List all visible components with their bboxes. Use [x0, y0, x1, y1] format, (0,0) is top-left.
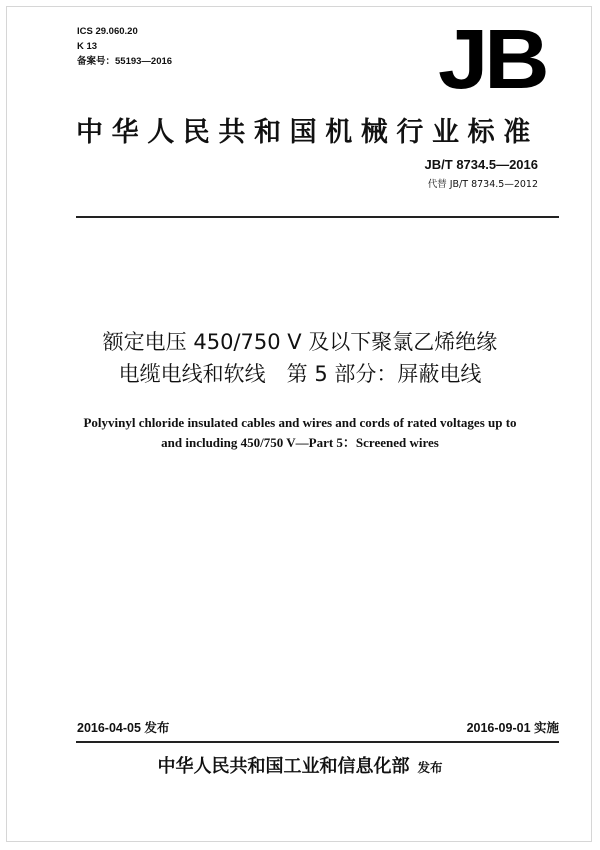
- chinese-title-line-2: 电缆电线和软线 第 5 部分：屏蔽电线: [118, 362, 482, 386]
- classification-block: [77, 24, 172, 69]
- jb-logo: JB: [438, 12, 546, 106]
- implement-date: 2016-09-01 实施: [466, 721, 559, 735]
- issuer-name: 中华人民共和国工业和信息化部: [157, 756, 410, 777]
- standard-number: JB/T 8734.5—2016: [424, 157, 538, 172]
- ics-code: ICS 29.060.20: [77, 26, 138, 37]
- footer-divider: [76, 741, 559, 743]
- replaces-standard: 代替 JB/T 8734.5—2012: [427, 179, 538, 190]
- header-divider: [76, 216, 559, 218]
- chinese-title-line-1: 额定电压 450/750 V 及以下聚氯乙烯绝缘: [102, 330, 498, 354]
- english-title-line-2: and including 450/750 V—Part 5：Screened wires: [161, 435, 439, 450]
- record-number: 备案号：55193—2016: [77, 56, 173, 67]
- publish-date: 2016-04-05 发布: [77, 721, 170, 735]
- standard-category-title: 中华人民共和国机械行业标准: [76, 117, 539, 148]
- issuer: [0, 752, 600, 778]
- class-code: K 13: [77, 41, 98, 52]
- issuer-suffix: 发布: [417, 760, 443, 775]
- english-title-line-1: Polyvinyl chloride insulated cables and wires and cords of rated voltages up to: [83, 415, 517, 430]
